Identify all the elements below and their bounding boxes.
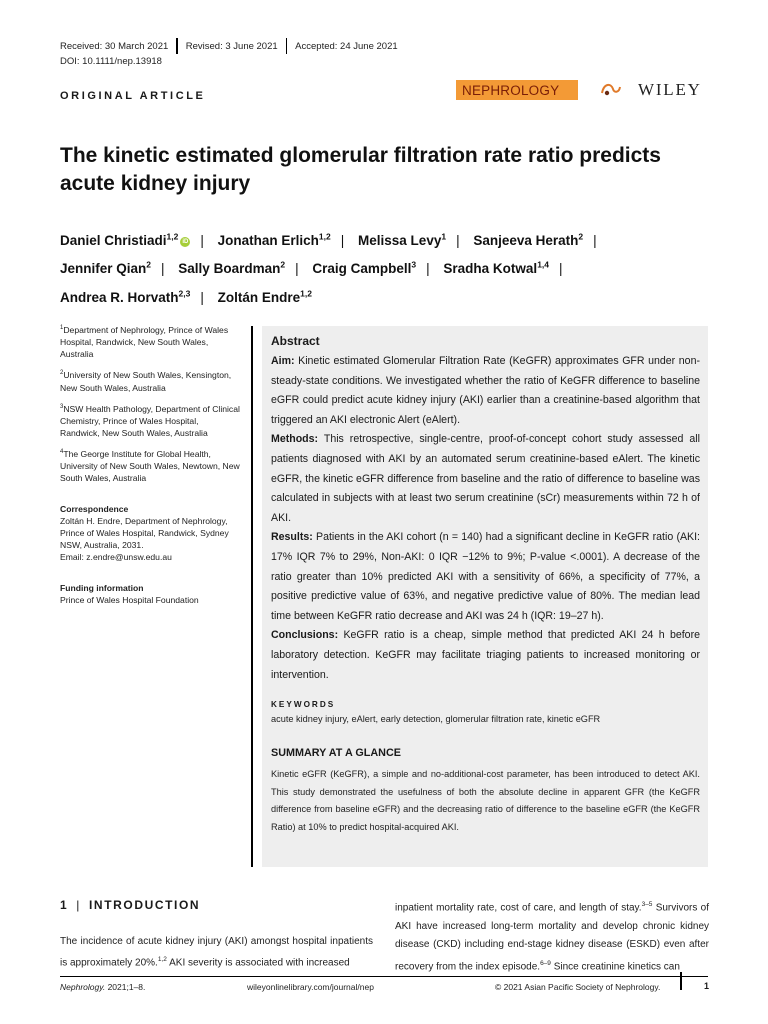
- reference-link[interactable]: 1,2: [157, 956, 167, 963]
- society-logo-icon: [598, 80, 624, 100]
- divider: [176, 38, 178, 54]
- page-number: 1: [704, 981, 710, 991]
- revised-date: Revised: 3 June 2021: [185, 40, 278, 52]
- abstract: [271, 332, 700, 685]
- doi[interactable]: DOI: 10.1111/nep.13918: [60, 56, 162, 67]
- affiliation: $^4$The George Institute for Global Health, University of New South Wales, Newtown, New South Wales, Australia: [60, 449, 240, 484]
- article-dates: [60, 38, 398, 54]
- article-title: The kinetic estimated glomerular filtration rate ratio predicts acute kidney injury: [60, 144, 661, 195]
- society-swirl-icon: [599, 81, 623, 99]
- reference-link[interactable]: 6–9: [540, 959, 551, 967]
- abstract-conclusions: Conclusions: KeGFR ratio is a cheap, simple method that predicted AKI 24 h before laboratory detection. KeGFR may facilitate triaging patients to increased monitoring or intervention.: [271, 629, 700, 681]
- author[interactable]: Melissa Levy$^1$: [358, 231, 447, 248]
- footer-citation: Nephrology. 2021;1–8.: [60, 982, 146, 992]
- abstract-methods: Methods: This retrospective, single-centre, proof-of-concept cohort study assessed all patients diagnosed with AKI by an automated serum creatinine-based eAlert. The kinetic eGFR, the kinetic eGFR difference from baseline and the ratio of difference to baseline was calculated in subjects with at least two serum creatinine (sCr) measurements within 72 h of AKI.: [271, 433, 700, 524]
- accepted-date: Accepted: 24 June 2021: [295, 40, 398, 52]
- summary-text: Kinetic eGFR (KeGFR), a simple and no-additional-cost parameter, has been introduced to detect AKI. This study demonstrated the usefulness of both the absolute decline in apparent GFR (the KeGFR difference from baseline eGFR) and the decreasing ratio of difference to the baseline eGFR (the KeGFR Ratio) at 10% to predict hospital-acquired AKI.: [271, 769, 700, 832]
- author[interactable]: Jennifer Qian$^2$: [60, 259, 152, 276]
- author[interactable]: Zoltán Endre$^{1,2}$: [217, 288, 312, 305]
- author[interactable]: Sally Boardman$^2$: [178, 259, 286, 276]
- author[interactable]: Craig Campbell$^3$: [312, 259, 417, 276]
- correspondence-heading: Correspondence: [60, 503, 129, 514]
- affiliation: $^2$University of New South Wales, Kensington, New South Wales, Australia: [60, 370, 232, 393]
- publisher-logo: WILEY: [638, 80, 702, 99]
- keywords-list: acute kidney injury, eAlert, early detection, glomerular filtration rate, kinetic eGFR: [271, 714, 601, 724]
- divider: [286, 38, 288, 54]
- funding-heading: Funding information: [60, 582, 144, 593]
- author[interactable]: Daniel Christiadi$^{1,2}$: [60, 231, 179, 248]
- funding-text: Prince of Wales Hospital Foundation: [60, 594, 199, 605]
- received-date: Received: 30 March 2021: [60, 40, 169, 52]
- article-type: ORIGINAL ARTICLE: [60, 90, 206, 102]
- orcid-icon[interactable]: iD: [182, 238, 189, 245]
- author[interactable]: Andrea R. Horvath$^{2,3}$: [60, 288, 191, 305]
- affiliation: $^1$Department of Nephrology, Prince of Wales Hospital, Randwick, New South Wales, Australia: [60, 324, 229, 360]
- affiliations-column: [60, 322, 240, 613]
- author[interactable]: Sanjeeva Herath$^2$: [473, 231, 584, 248]
- author-list: Daniel Christiadi$^{1,2}$iD | Jonathan Erlich$^{1,2}$ | Melissa Levy$^1$ | Sanjeeva Herath$^2$ | Jennifer Qian$^2$ | Sally Boardman$^2$ | Craig Campbell$^3$ | Sradha Kotwal$^{1,4}$ | Andrea R. Horvath$^{2,3}$ | Zoltán Endre$^{1,2}$: [60, 231, 597, 305]
- reference-link[interactable]: 3–5: [641, 901, 653, 908]
- abstract-heading: Abstract: [271, 334, 320, 348]
- footer-rule: [60, 976, 708, 977]
- abstract-results: Results: Patients in the AKI cohort (n = 140) had a significant decline in KeGFR ratio (AKI: 17% IQR 7% to 29%, Non-AKI: 0 IQR −12% to 9%; P-value <.0001). A decrease of the ratio greater than 10% predicted AKI with a sensitivity of 66%, a specificity of 77%, a positive predictive value of 63%, and negative predictive value of 80%. The median lead time between KeGFR ratio decrease and AKI was 24 h (IQR: 19–27 h).: [271, 531, 700, 622]
- keywords-heading: KEYWORDS: [271, 700, 336, 709]
- affiliation: $^3$NSW Health Pathology, Department of Clinical Chemistry, Prince of Wales Hospital, Randwick, New South Wales, Australia: [60, 403, 240, 438]
- footer-url[interactable]: wileyonlinelibrary.com/journal/nep: [247, 982, 374, 992]
- author[interactable]: Sradha Kotwal$^{1,4}$: [443, 259, 550, 276]
- summary-heading: SUMMARY AT A GLANCE: [271, 747, 401, 759]
- correspondence-text: Zoltán H. Endre, Department of Nephrology, Prince of Wales Hospital, Randwick, Sydney NSW, Australia, 2031.: [60, 515, 229, 551]
- intro-paragraph: inpatient mortality rate, cost of care, and length of stay.$^{3-5}$ Survivors of AKI have increased long-term mortality and develop chronic kidney disease (CKD) including end-stage kidney disease (ESKD) even after recovery from the index episode.$^{6-9}$ Since creatinine kinetics can: [395, 901, 709, 973]
- footer-divider: [680, 972, 682, 990]
- intro-paragraph: The incidence of acute kidney injury (AKI) amongst hospital inpatients is approximately 20%.$^{1,2}$ AKI severity is associated with increased: [60, 936, 373, 969]
- journal-logo: NEPHROLOGY: [456, 80, 578, 100]
- abstract-aim: Aim: Kinetic estimated Glomerular Filtration Rate (KeGFR) approximates GFR under non-steady-state conditions. We investigated whether the ratio of KeGFR difference to baseline eGFR could predict acute kidney injury (AKI) earlier than a creatinine-based algorithm that triggered an AKI electronic Alert (eAlert).: [271, 355, 700, 426]
- abstract-divider: [251, 326, 253, 867]
- section-heading: 1 | INTRODUCTION: [60, 898, 201, 912]
- correspondence-email[interactable]: Email: z.endre@unsw.edu.au: [60, 552, 172, 563]
- author[interactable]: Jonathan Erlich$^{1,2}$: [217, 231, 331, 248]
- footer-copyright: © 2021 Asian Pacific Society of Nephrology.: [495, 982, 661, 992]
